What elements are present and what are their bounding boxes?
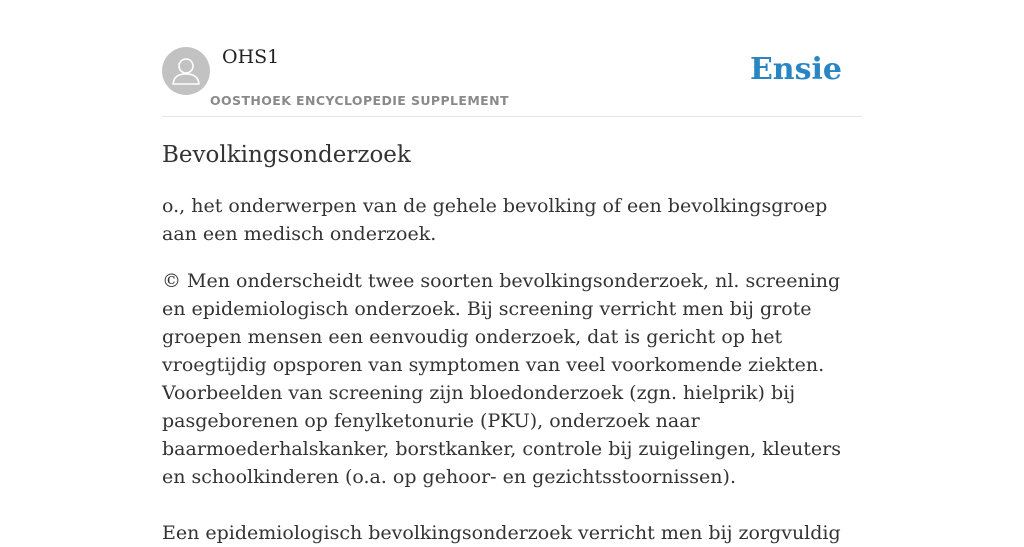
article-title: Bevolkingsonderzoek	[162, 142, 411, 168]
article-content	[162, 116, 862, 547]
article-paragraph-continued: Een epidemiologisch bevolkingsonderzoek verricht men bij zorgvuldig	[162, 522, 841, 544]
author-name[interactable]: OHS1	[222, 46, 280, 68]
user-silhouette-icon	[162, 47, 210, 95]
source-label[interactable]: OOSTHOEK ENCYCLOPEDIE SUPPLEMENT	[210, 93, 509, 108]
author-avatar[interactable]	[162, 47, 210, 95]
article-paragraph-definition: o., het onderwerpen van de gehele bevolking of een bevolkingsgroep aan een medisch onderzoek.	[162, 195, 828, 245]
brand-logo[interactable]: Ensie	[749, 52, 842, 87]
article-paragraph-body: © Men onderscheidt twee soorten bevolkingsonderzoek, nl. screening en epidemiologisch onderzoek. Bij screening verricht men bij grote groepen mensen een eenvoudig onderzoek, dat is gericht op het vroegtijdig opsporen van symptomen van veel voorkomende ziekten. Voorbeelden van screening zijn bloedonderzoek (zgn. hielprik) bij pasgeborenen op fenylketonurie (PKU), onderzoek naar baarmoederhalskanker, borstkanker, controle bij zuigelingen, kleuters en schoolkinderen (o.a. op gehoor- en gezichtsstoornissen).	[162, 270, 841, 488]
article-header	[162, 0, 862, 117]
